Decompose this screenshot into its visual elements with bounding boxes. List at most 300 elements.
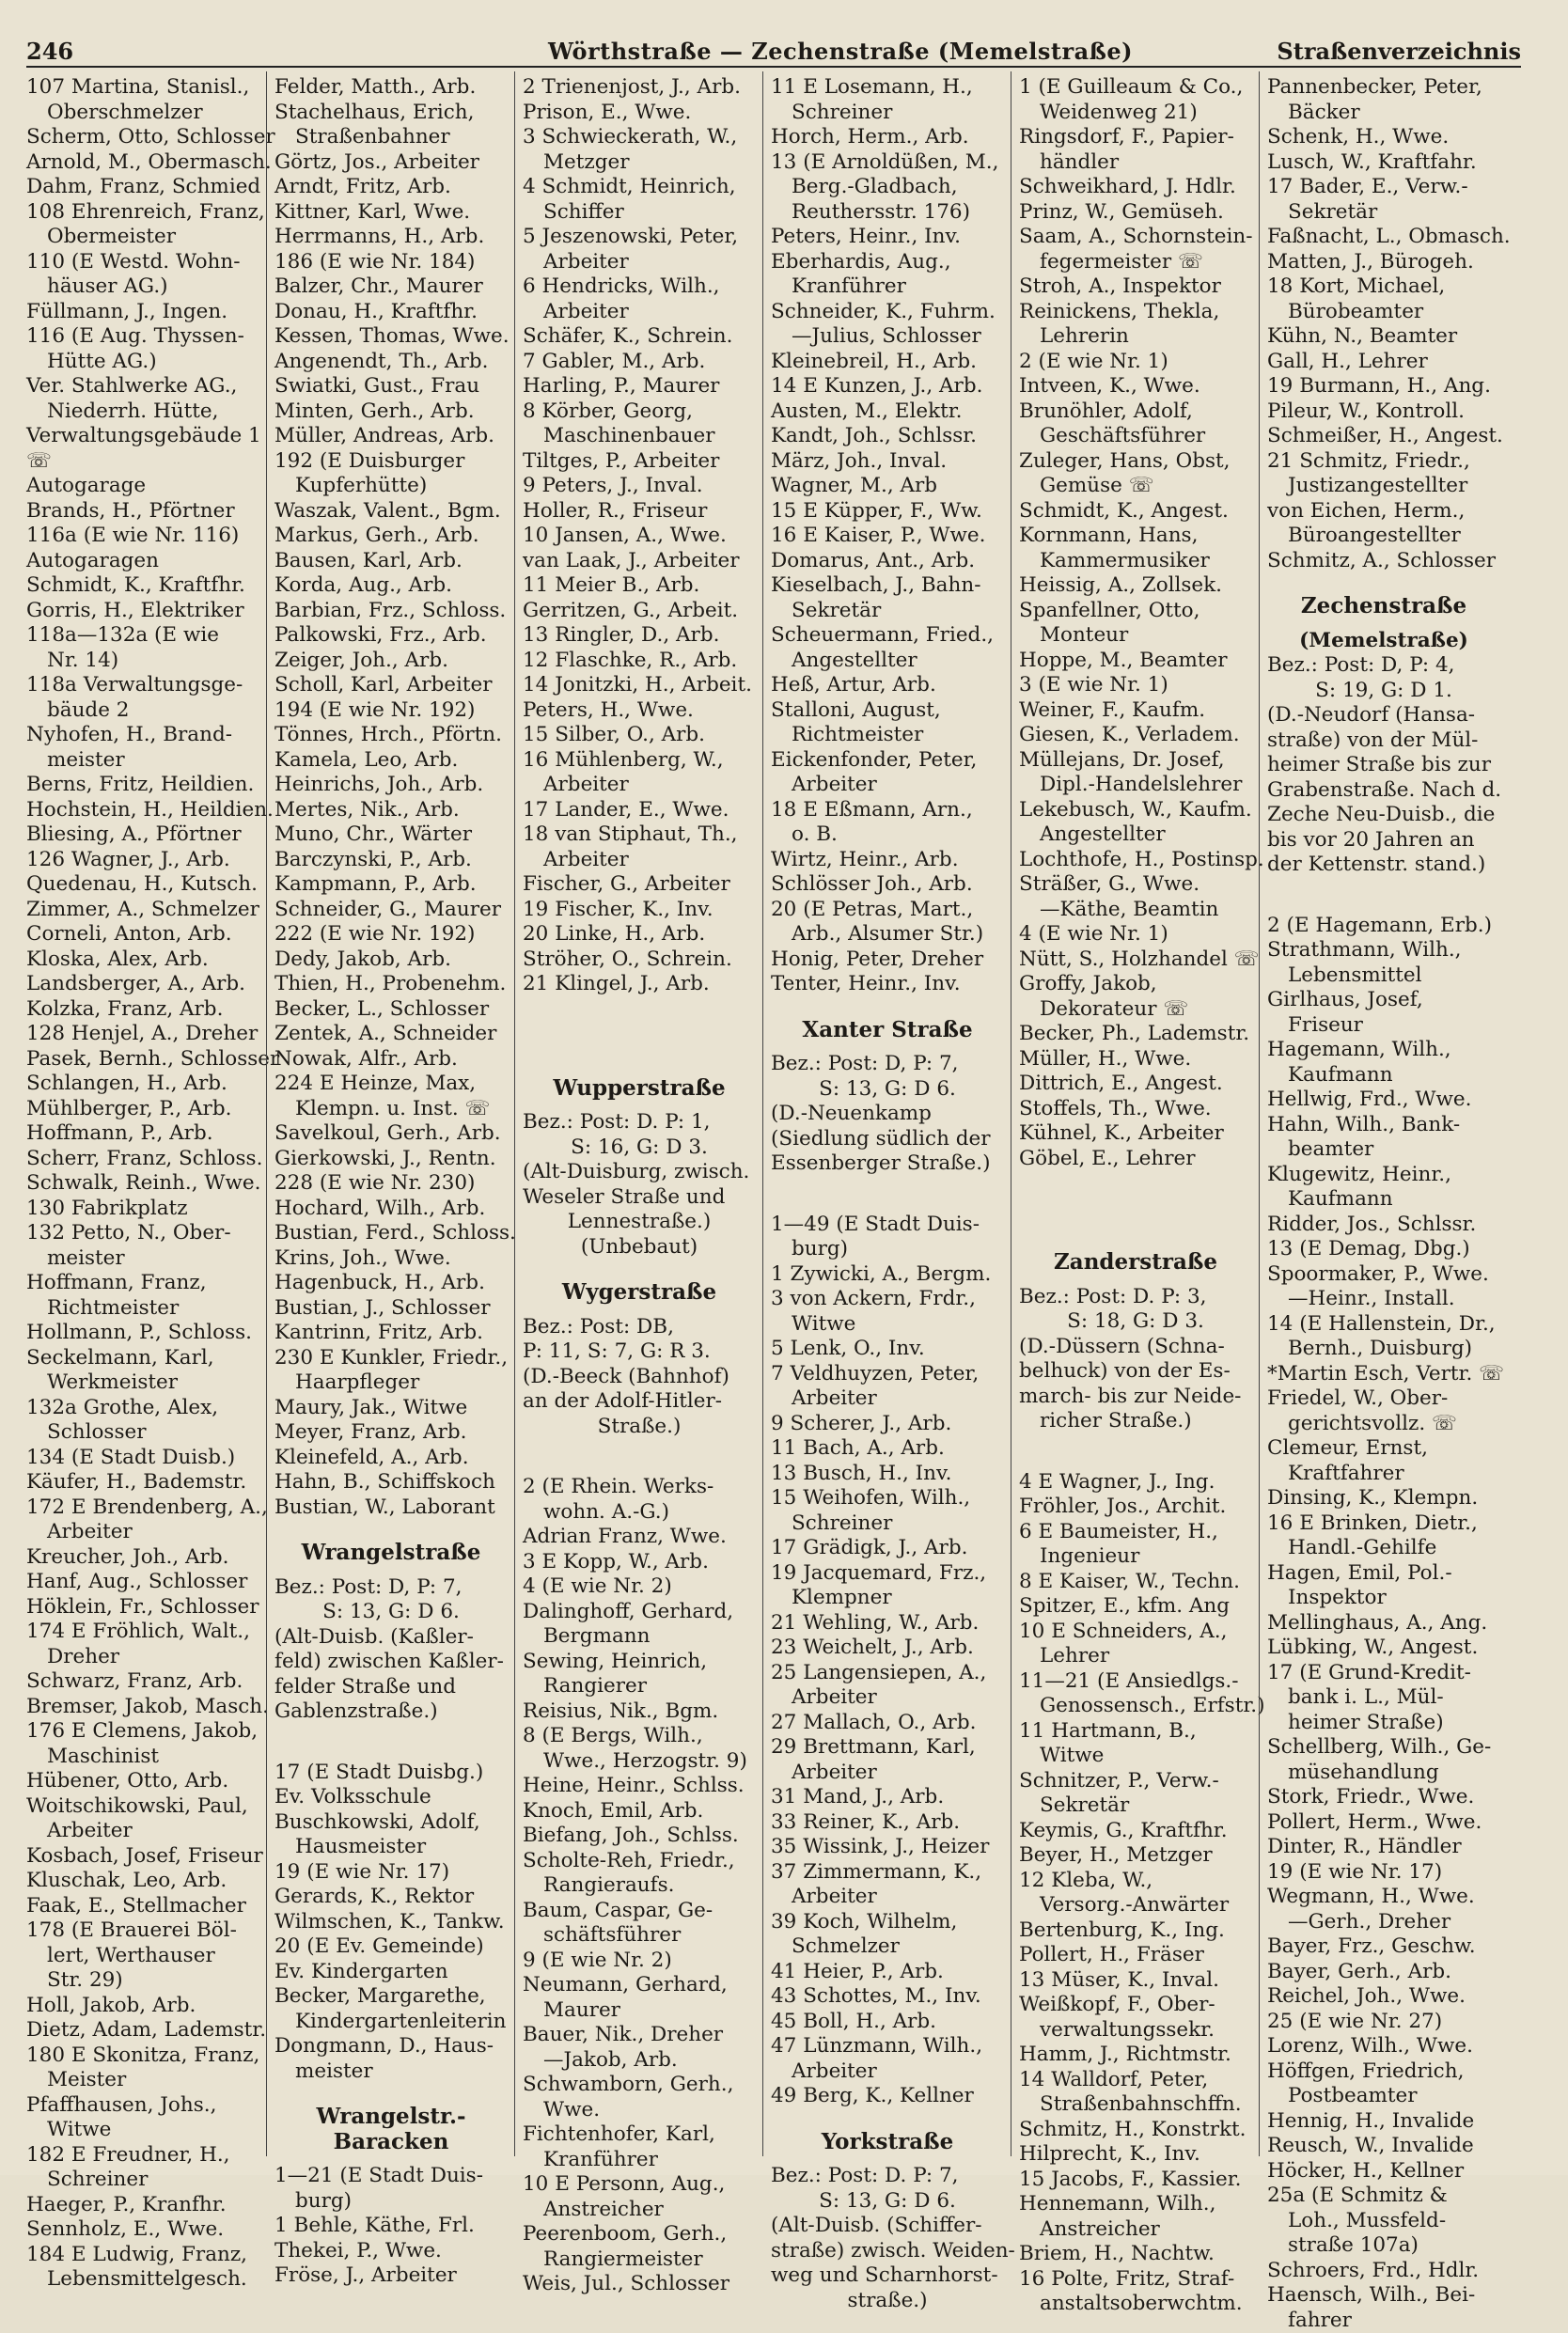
directory-entry-line: Handl.-Gehilfe	[1267, 1536, 1500, 1561]
directory-entry-line: van Laak, J., Arbeiter	[523, 549, 756, 574]
directory-entry-line: Barbian, Frz., Schloss.	[274, 599, 508, 624]
directory-entry-line: Arbeiter	[771, 1386, 1004, 1412]
directory-entry-line: Spitzer, E., kfm. Ang	[1019, 1594, 1252, 1620]
directory-entry-line: straße) zwisch. Weiden-	[771, 2239, 1004, 2264]
directory-entry-line: 20 Linke, H., Arb.	[523, 922, 756, 947]
directory-entry-line: 19 (E wie Nr. 17)	[1267, 1860, 1500, 1886]
directory-entry-line: 176 E Clemens, Jakob,	[26, 1719, 259, 1745]
directory-entry-line: 2 Trienenjost, J., Arb.	[523, 75, 756, 101]
directory-entry-line: 21 Schmitz, Friedr.,	[1267, 449, 1500, 475]
directory-entry-line: Witwe	[1019, 1744, 1252, 1769]
directory-entry-line: (D.-Düssern (Schna-	[1019, 1335, 1252, 1360]
directory-entry-line: Ev. Volksschule	[274, 1785, 508, 1810]
directory-entry-line: Muno, Chr., Wärter	[274, 822, 508, 848]
directory-entry-line: 8 E Kaiser, W., Techn.	[1019, 1570, 1252, 1595]
directory-entry-line: Reinickens, Thekla,	[1019, 300, 1252, 325]
directory-entry-line: 11 Meier B., Arb.	[523, 573, 756, 599]
directory-entry-line: 13 (E Arnoldüßen, M.,	[771, 150, 1004, 176]
column-6	[1267, 75, 1500, 2160]
directory-entry-line: 228 (E wie Nr. 230)	[274, 1171, 508, 1197]
directory-entry-line: Kaufmann	[1267, 1187, 1500, 1213]
directory-entry-line: Ver. Stahlwerke AG.,	[26, 374, 259, 399]
directory-entry-line: Maschinenbauer	[523, 424, 756, 449]
directory-entry-line: Dahm, Franz, Schmied	[26, 175, 259, 200]
directory-entry-line: 8 Körber, Georg,	[523, 399, 756, 425]
directory-entry-line: Anstreicher	[523, 2198, 756, 2223]
directory-entry-line: Kandt, Joh., Schlssr.	[771, 424, 1004, 449]
directory-entry-line: 194 (E wie Nr. 192)	[274, 698, 508, 724]
directory-entry-line: Kreucher, Joh., Arb.	[26, 1545, 259, 1571]
directory-entry-line: 3 Schwieckerath, W.,	[523, 125, 756, 150]
directory-entry-line: march- bis zur Neide-	[1019, 1385, 1252, 1410]
directory-entry-line: S: 13, G: D 6.	[771, 1077, 1004, 1103]
directory-entry-line: Kornmann, Hans,	[1019, 524, 1252, 549]
directory-entry-line: Scholte-Reh, Friedr.,	[523, 1849, 756, 1874]
directory-entry-line: Genossensch., Erfstr.)	[1019, 1694, 1252, 1719]
directory-entry-line: Dietz, Adam, Lademstr.	[26, 2018, 259, 2043]
directory-entry-line: Balzer, Chr., Maurer	[274, 274, 508, 300]
directory-entry-line: Bez.: Post: D, P: 7,	[274, 1575, 508, 1601]
directory-entry-line: Witwe	[771, 1312, 1004, 1338]
directory-entry-line: Hoffmann, P., Arb.	[26, 1121, 259, 1147]
directory-entry-line: Versorg.-Anwärter	[1019, 1893, 1252, 1918]
directory-entry-line: 4 Schmidt, Heinrich,	[523, 175, 756, 200]
directory-entry-line: Schneider, G., Maurer	[274, 898, 508, 923]
column-divider	[1259, 71, 1260, 2156]
directory-entry-line: Holler, R., Friseur	[523, 499, 756, 525]
directory-entry-line: Lehrer	[1019, 1644, 1252, 1669]
directory-entry-line: Kosbach, Josef, Friseur	[26, 1844, 259, 1870]
directory-entry-line: Adrian Franz, Wwe.	[523, 1525, 756, 1550]
directory-entry-line: Arbeiter	[771, 1761, 1004, 1786]
directory-entry-line: Beyer, H., Metzger	[1019, 1843, 1252, 1869]
directory-entry-line: bäude 2	[26, 698, 259, 724]
directory-entry-line: 45 Boll, H., Arb.	[771, 2010, 1004, 2035]
directory-entry-line: Domarus, Ant., Arb.	[771, 549, 1004, 574]
page-title: Wörthstraße — Zechenstraße (Memelstraße)	[548, 38, 1133, 65]
directory-entry-line: Peters, Heinr., Inv.	[771, 225, 1004, 250]
page-number: 246	[26, 38, 73, 65]
column-divider	[762, 71, 763, 2156]
directory-entry-line: Autogaragen	[26, 549, 259, 574]
directory-entry-line: Schmitz, A., Schlosser	[1267, 549, 1500, 574]
directory-entry-line: Brunöhler, Adolf,	[1019, 399, 1252, 425]
directory-entry-line: 174 E Fröhlich, Walt.,	[26, 1620, 259, 1645]
directory-entry-line: —Julius, Schlosser	[771, 324, 1004, 350]
directory-entry-line: lert, Werthauser	[26, 1944, 259, 1969]
directory-entry-line: Waszak, Valent., Bgm.	[274, 499, 508, 525]
directory-entry-line: Wwe., Herzogstr. 9)	[523, 1749, 756, 1775]
directory-entry-line: Tönnes, Hrch., Pförtn.	[274, 723, 508, 748]
directory-entry-line: Hennemann, Wilh.,	[1019, 2192, 1252, 2217]
directory-entry-line: Oberschmelzer	[26, 101, 259, 126]
directory-entry-line: 11 Bach, A., Arb.	[771, 1436, 1004, 1462]
directory-entry-line: Landsberger, A., Arb.	[26, 972, 259, 997]
directory-entry-line: (D.-Neuenkamp	[771, 1102, 1004, 1127]
directory-entry-line: Friedel, W., Ober-	[1267, 1386, 1500, 1412]
directory-entry-line: Verwaltungsgebäude 1	[26, 424, 259, 449]
directory-entry-line: 130 Fabrikplatz	[26, 1197, 259, 1222]
directory-entry-line: 184 E Ludwig, Franz,	[26, 2243, 259, 2268]
directory-entry-line: Kindergartenleiterin	[274, 2010, 508, 2035]
directory-entry-line: *Martin Esch, Vertr. ☏	[1267, 1362, 1500, 1387]
directory-entry-line: straße) von der Mül-	[1267, 728, 1500, 754]
directory-entry-line: 180 E Skonitza, Franz,	[26, 2043, 259, 2069]
directory-entry-line: Stoffels, Th., Wwe.	[1019, 1097, 1252, 1122]
directory-entry-line: 16 E Kaiser, P., Wwe.	[771, 524, 1004, 549]
directory-entry-line: Briem, H., Nachtw.	[1019, 2242, 1252, 2267]
column-5	[1019, 75, 1252, 2160]
directory-entry-line: Spanfellner, Otto,	[1019, 599, 1252, 624]
directory-entry-line: Becker, L., Schlosser	[274, 997, 508, 1023]
directory-entry-line: Scherr, Franz, Schloss.	[26, 1147, 259, 1172]
directory-entry-line: müsehandlung	[1267, 1761, 1500, 1786]
directory-entry-line: Eickenfonder, Peter,	[771, 748, 1004, 774]
directory-entry-line: 4 E Wagner, J., Ing.	[1019, 1470, 1252, 1495]
directory-entry-line: Eberhardis, Aug.,	[771, 250, 1004, 275]
directory-entry-line: 29 Brettmann, Karl,	[771, 1735, 1004, 1761]
spacer	[274, 1725, 508, 1761]
directory-entry-line: Schnitzer, P., Verw.-	[1019, 1769, 1252, 1794]
directory-entry-line: Thekei, P., Wwe.	[274, 2239, 508, 2264]
directory-entry-line: 19 (E wie Nr. 17)	[274, 1860, 508, 1886]
directory-entry-line: richer Straße.)	[1019, 1409, 1252, 1434]
directory-entry-line: Kranführer	[771, 274, 1004, 300]
directory-entry-line: Ströher, O., Schrein.	[523, 947, 756, 973]
directory-entry-line: 25 (E wie Nr. 27)	[1267, 2010, 1500, 2035]
directory-entry-line: (Alt-Duisburg, zwisch.	[523, 1160, 756, 1185]
directory-entry-line: Buschkowski, Adolf,	[274, 1810, 508, 1836]
directory-entry-line: Pfaffhausen, Johs.,	[26, 2093, 259, 2119]
directory-entry-line: P: 11, S: 7, G: R 3.	[523, 1339, 756, 1365]
street-heading: Wrangelstr.-Baracken	[274, 2105, 508, 2154]
directory-entry-line: Gerritzen, G., Arbeit.	[523, 599, 756, 624]
directory-entry-line: 21 Wehling, W., Arb.	[771, 1611, 1004, 1636]
directory-entry-line: Bliesing, A., Pförtner	[26, 822, 259, 848]
directory-entry-line: 9 Peters, J., Inval.	[523, 474, 756, 499]
directory-entry-line: —Gerh., Dreher	[1267, 1910, 1500, 1935]
directory-entry-line: Bäcker	[1267, 101, 1500, 126]
directory-entry-line: Arbeiter	[771, 773, 1004, 798]
directory-entry-line: Kantrinn, Fritz, Arb.	[274, 1321, 508, 1346]
column-3	[523, 75, 756, 2160]
directory-entry-line: Schmidt, K., Angest.	[1019, 499, 1252, 525]
directory-entry-line: Schiffer	[523, 200, 756, 226]
directory-entry-line: Clemeur, Ernst,	[1267, 1436, 1500, 1462]
street-heading: Zanderstraße	[1019, 1250, 1252, 1276]
directory-entry-line: 15 Jacobs, F., Kassier.	[1019, 2168, 1252, 2193]
directory-entry-line: burg)	[771, 1237, 1004, 1262]
directory-entry-line: Schwamborn, Gerh.,	[523, 2073, 756, 2098]
directory-entry-line: Arbeiter	[771, 1685, 1004, 1711]
directory-entry-line: Fröhler, Jos., Archit.	[1019, 1495, 1252, 1520]
directory-entry-line: Mellinghaus, A., Ang.	[1267, 1611, 1500, 1636]
directory-entry-line: 3 E Kopp, W., Arb.	[523, 1550, 756, 1575]
directory-entry-line: Schwalk, Reinh., Wwe.	[26, 1171, 259, 1197]
directory-entry-line: 21 Klingel, J., Arb.	[523, 972, 756, 997]
directory-entry-line: 4 (E wie Nr. 2)	[523, 1574, 756, 1600]
directory-entry-line: Bergmann	[523, 1624, 756, 1650]
directory-entry-line: Kleinefeld, A., Arb.	[274, 1446, 508, 1471]
directory-entry-line: Thien, H., Probenehm.	[274, 972, 508, 997]
column-divider	[266, 71, 267, 2156]
directory-entry-line: Postbeamter	[1267, 2084, 1500, 2109]
directory-entry-line: Höffgen, Friedrich,	[1267, 2059, 1500, 2085]
column-1	[26, 75, 259, 2160]
directory-entry-line: händler	[1019, 150, 1252, 176]
directory-entry-line: Scholl, Karl, Arbeiter	[274, 673, 508, 698]
directory-entry-line: Arbeiter	[523, 300, 756, 325]
directory-entry-line: Ev. Kindergarten	[274, 1960, 508, 1985]
directory-entry-line: Arbeiter	[523, 848, 756, 873]
directory-entry-line: Hilprecht, K., Inv.	[1019, 2142, 1252, 2168]
directory-entry-line: Holl, Jakob, Arb.	[26, 1994, 259, 2019]
directory-entry-line: Pasek, Bernh., Schlosser	[26, 1047, 259, 1073]
directory-entry-line: Schlangen, H., Arb.	[26, 1072, 259, 1097]
directory-entry-line: meister	[26, 1246, 259, 1272]
directory-entry-line: Hollmann, P., Schloss.	[26, 1321, 259, 1346]
directory-entry-line: 43 Schottes, M., Inv.	[771, 1984, 1004, 2010]
directory-entry-line: Lochthofe, H., Postinsp.	[1019, 848, 1252, 873]
directory-entry-line: 222 (E wie Nr. 192)	[274, 922, 508, 947]
directory-entry-line: Peters, H., Wwe.	[523, 698, 756, 724]
directory-entry-line: Swiatki, Gust., Frau	[274, 374, 508, 399]
directory-entry-line: Straße.)	[523, 1415, 756, 1440]
directory-entry-line: 25 Langensiepen, A.,	[771, 1661, 1004, 1686]
directory-entry-line: Büroangestellter	[1267, 524, 1500, 549]
directory-entry-line: Schroers, Frd., Hdlr.	[1267, 2259, 1500, 2284]
directory-entry-line: Bauer, Nik., Dreher	[523, 2023, 756, 2048]
directory-entry-line: Heissig, A., Zollsek.	[1019, 573, 1252, 599]
directory-entry-line: Dongmann, D., Haus-	[274, 2034, 508, 2059]
directory-entry-line: Barczynski, P., Arb.	[274, 848, 508, 873]
directory-entry-line: Biefang, Joh., Schlss.	[523, 1824, 756, 1849]
directory-entry-line: heimer Straße bis zur	[1267, 753, 1500, 778]
directory-entry-line: Wagner, M., Arb	[771, 474, 1004, 499]
directory-entry-line: Matten, J., Bürogeh.	[1267, 250, 1500, 275]
directory-entry-line: Klugewitz, Heinr.,	[1267, 1163, 1500, 1188]
spacer	[1019, 1434, 1252, 1470]
directory-entry-line: Knoch, Emil, Arb.	[523, 1799, 756, 1824]
directory-entry-line: Richtmeister	[771, 723, 1004, 748]
directory-entry-line: 108 Ehrenreich, Franz,	[26, 200, 259, 226]
directory-entry-line: S: 13, G: D 6.	[771, 2189, 1004, 2215]
directory-entry-line: Gall, H., Lehrer	[1267, 350, 1500, 375]
directory-entry-line: 132 Petto, N., Ober-	[26, 1221, 259, 1246]
directory-entry-line: Bayer, Gerh., Arb.	[1267, 1960, 1500, 1985]
directory-entry-line: 134 (E Stadt Duisb.)	[26, 1446, 259, 1471]
directory-entry-line: Justizangestellter	[1267, 474, 1500, 499]
directory-entry-line: Hübener, Otto, Arb.	[26, 1769, 259, 1794]
directory-entry-line: Stachelhaus, Erich,	[274, 101, 508, 126]
directory-entry-line: Schweikhard, J. Hdlr.	[1019, 175, 1252, 200]
directory-entry-line: an der Adolf-Hitler-	[523, 1389, 756, 1415]
directory-entry-line: straße 107a)	[1267, 2233, 1500, 2259]
directory-entry-line: Hochard, Wilh., Arb.	[274, 1197, 508, 1222]
directory-entry-line: Dinter, R., Händler	[1267, 1835, 1500, 1860]
directory-entry-line: Scherm, Otto, Schlosser	[26, 125, 259, 150]
directory-entry-line: 6 Hendricks, Wilh.,	[523, 274, 756, 300]
directory-entry-line: 12 Flaschke, R., Arb.	[523, 649, 756, 674]
directory-entry-line: Tiltges, P., Arbeiter	[523, 449, 756, 475]
directory-entry-line: bank i. L., Mül-	[1267, 1685, 1500, 1711]
directory-entry-line: Nütt, S., Holzhandel ☏	[1019, 947, 1252, 973]
directory-entry-line: Rangieraufs.	[523, 1873, 756, 1899]
directory-entry-line: Woitschikowski, Paul,	[26, 1794, 259, 1820]
directory-entry-line: S: 16, G: D 3.	[523, 1135, 756, 1161]
column-divider	[514, 71, 515, 2156]
directory-entry-line: 8 (E Bergs, Wilh.,	[523, 1724, 756, 1749]
directory-entry-line: Wegmann, H., Wwe.	[1267, 1885, 1500, 1910]
directory-entry-line: Obermeister	[26, 225, 259, 250]
directory-entry-line: Angestellter	[771, 649, 1004, 674]
directory-entry-line: 1—49 (E Stadt Duis-	[771, 1213, 1004, 1238]
directory-entry-line: Felder, Matth., Arb.	[274, 75, 508, 101]
directory-entry-line: 14 E Kunzen, J., Arb.	[771, 374, 1004, 399]
directory-entry-line: 1—21 (E Stadt Duis-	[274, 2164, 508, 2189]
directory-entry-line: Hütte AG.)	[26, 350, 259, 375]
directory-entry-line: Dedy, Jakob, Arb.	[274, 947, 508, 973]
directory-entry-line: Kammermusiker	[1019, 549, 1252, 574]
directory-entry-line: Zentek, A., Schneider	[274, 1022, 508, 1047]
directory-entry-line: (D.-Neudorf (Hansa-	[1267, 703, 1500, 728]
directory-entry-line: Klempn. u. Inst. ☏	[274, 1097, 508, 1122]
directory-entry-line: Lekebusch, W., Kaufm.	[1019, 798, 1252, 823]
directory-entry-line: Haeger, P., Kranfhr.	[26, 2193, 259, 2218]
street-heading: Xanter Straße	[771, 1018, 1004, 1043]
directory-entry-line: Scheuermann, Fried.,	[771, 623, 1004, 649]
directory-entry-line: März, Joh., Inval.	[771, 449, 1004, 475]
directory-entry-line: Angenendt, Th., Arb.	[274, 350, 508, 375]
directory-entry-line: 116a (E wie Nr. 116)	[26, 524, 259, 549]
directory-entry-line: Schmeißer, H., Angest.	[1267, 424, 1500, 449]
directory-entry-line: Schreiner	[771, 1511, 1004, 1537]
directory-entry-line: Gemüse ☏	[1019, 474, 1252, 499]
directory-entry-line: Friseur	[1267, 1013, 1500, 1039]
directory-entry-line: Meister	[26, 2068, 259, 2093]
directory-entry-line: Bustian, W., Laborant	[274, 1495, 508, 1521]
directory-entry-line: Lübking, W., Angest.	[1267, 1636, 1500, 1661]
directory-entry-line: S: 13, G: D 6.	[274, 1600, 508, 1625]
directory-entry-line: Stroh, A., Inspektor	[1019, 274, 1252, 300]
directory-entry-line: o. B.	[771, 822, 1004, 848]
directory-entry-line: Angestellter	[1019, 822, 1252, 848]
directory-entry-line: 12 Kleba, W.,	[1019, 1869, 1252, 1894]
directory-entry-line: Savelkoul, Gerh., Arb.	[274, 1121, 508, 1147]
directory-entry-line: Heß, Artur, Arb.	[771, 673, 1004, 698]
directory-entry-line: 13 Ringler, D., Arb.	[523, 623, 756, 649]
directory-entry-line: Hellwig, Frd., Wwe.	[1267, 1088, 1500, 1113]
directory-entry-line: Werkmeister	[26, 1370, 259, 1396]
directory-entry-line: 11 E Losemann, H.,	[771, 75, 1004, 101]
directory-entry-line: Sträßer, G., Wwe.	[1019, 872, 1252, 898]
directory-entry-line: Reuthersstr. 176)	[771, 200, 1004, 226]
directory-entry-line: Fichtenhofer, Karl,	[523, 2122, 756, 2148]
header-rule	[26, 66, 1521, 68]
directory-entry-line: 2 (E Hagemann, Erb.)	[1267, 914, 1500, 939]
directory-entry-line: Metzger	[523, 150, 756, 176]
directory-entry-line: von Eichen, Herm.,	[1267, 499, 1500, 525]
directory-entry-line: Autogarage	[26, 474, 259, 499]
directory-entry-line: —Jakob, Arb.	[523, 2048, 756, 2074]
directory-entry-line: Rangiermeister	[523, 2247, 756, 2273]
directory-entry-line: Hahn, B., Schiffskoch	[274, 1470, 508, 1495]
directory-entry-line: Hochstein, H., Heildien.	[26, 798, 259, 823]
directory-entry-line: 17 Lander, E., Wwe.	[523, 798, 756, 823]
directory-entry-line: Berns, Fritz, Heildien.	[26, 773, 259, 798]
directory-entry-line: Hagemann, Wilh.,	[1267, 1038, 1500, 1063]
directory-entry-line: Hagenbuck, H., Arb.	[274, 1271, 508, 1296]
directory-entry-line: Sennholz, E., Wwe.	[26, 2217, 259, 2243]
directory-entry-line: 2 (E Rhein. Werks-	[523, 1475, 756, 1500]
directory-entry-line: Niederrh. Hütte,	[26, 399, 259, 425]
directory-entry-line: 192 (E Duisburger	[274, 449, 508, 475]
directory-entry-line: 1 Zywicki, A., Bergm.	[771, 1262, 1004, 1288]
directory-entry-line: meister	[26, 748, 259, 774]
directory-entry-line: 4 (E wie Nr. 1)	[1019, 922, 1252, 947]
section-title: Straßenverzeichnis	[1277, 38, 1521, 65]
spacer	[1019, 1171, 1252, 1229]
directory-entry-line: Käufer, H., Bademstr.	[26, 1470, 259, 1495]
directory-entry-line: 6 E Baumeister, H.,	[1019, 1520, 1252, 1545]
directory-entry-line: 116 (E Aug. Thyssen-	[26, 324, 259, 350]
directory-entry-line: Gablenzstraße.)	[274, 1699, 508, 1725]
directory-entry-line: Bausen, Karl, Arb.	[274, 549, 508, 574]
directory-entry-line: anstaltsoberwchtm.	[1019, 2292, 1252, 2317]
directory-entry-line: Schmelzer	[771, 1934, 1004, 1960]
directory-entry-line: S: 18, G: D 3.	[1019, 1309, 1252, 1335]
directory-entry-line: Dittrich, E., Angest.	[1019, 1072, 1252, 1097]
directory-entry-line: Kraftfahrer	[1267, 1462, 1500, 1487]
directory-entry-line: Wwe.	[523, 2098, 756, 2123]
spacer	[771, 1177, 1004, 1213]
directory-entry-line: Geschäftsführer	[1019, 424, 1252, 449]
directory-entry-line: Herrmanns, H., Arb.	[274, 225, 508, 250]
directory-entry-line: Horch, Herm., Arb.	[771, 125, 1004, 150]
directory-entry-line: 41 Heier, P., Arb.	[771, 1960, 1004, 1985]
directory-entry-line: Krins, Joh., Wwe.	[274, 1246, 508, 1272]
directory-entry-line: ☏	[26, 449, 259, 475]
directory-entry-line: Kessen, Thomas, Wwe.	[274, 324, 508, 350]
directory-entry-line: Höklein, Fr., Schlosser	[26, 1595, 259, 1621]
directory-entry-line: Kupferhütte)	[274, 474, 508, 499]
directory-entry-line: Bez.: Post: D, P: 4,	[1267, 653, 1500, 679]
directory-entry-line: 35 Wissink, J., Heizer	[771, 1835, 1004, 1860]
directory-entry-line: Weis, Jul., Schlosser	[523, 2272, 756, 2297]
street-heading: Wupperstraße	[523, 1076, 756, 1102]
directory-entry-line: 118a Verwaltungsge-	[26, 673, 259, 698]
directory-entry-line: Müller, Andreas, Arb.	[274, 424, 508, 449]
directory-entry-line: Kieselbach, J., Bahn-	[771, 573, 1004, 599]
directory-entry-line: 118a—132a (E wie	[26, 623, 259, 649]
directory-entry-line: Wirtz, Heinr., Arb.	[771, 848, 1004, 873]
directory-entry-line: Bez.: Post: D. P: 3,	[1019, 1285, 1252, 1310]
directory-entry-line: Grabenstraße. Nach d.	[1267, 778, 1500, 804]
column-4	[771, 75, 1004, 2160]
directory-entry-line: 49 Berg, K., Kellner	[771, 2084, 1004, 2109]
directory-entry-line: Hennig, H., Invalide	[1267, 2109, 1500, 2135]
directory-entry-line: Müllejans, Dr. Josef,	[1019, 748, 1252, 774]
directory-entry-line: Kamela, Leo, Arb.	[274, 748, 508, 774]
directory-entry-line: Schäfer, K., Schrein.	[523, 324, 756, 350]
directory-entry-line: Reusch, W., Invalide	[1267, 2134, 1500, 2159]
directory-entry-line: Dinsing, K., Klempn.	[1267, 1486, 1500, 1511]
directory-entry-line: Dreher	[26, 1645, 259, 1670]
directory-entry-line: 11 Hartmann, B.,	[1019, 1719, 1252, 1745]
directory-entry-line: 33 Reiner, K., Arb.	[771, 1810, 1004, 1836]
directory-entry-line: Pollert, H., Fräser	[1019, 1943, 1252, 1968]
directory-entry-line: belhuck) von der Es-	[1019, 1359, 1252, 1385]
